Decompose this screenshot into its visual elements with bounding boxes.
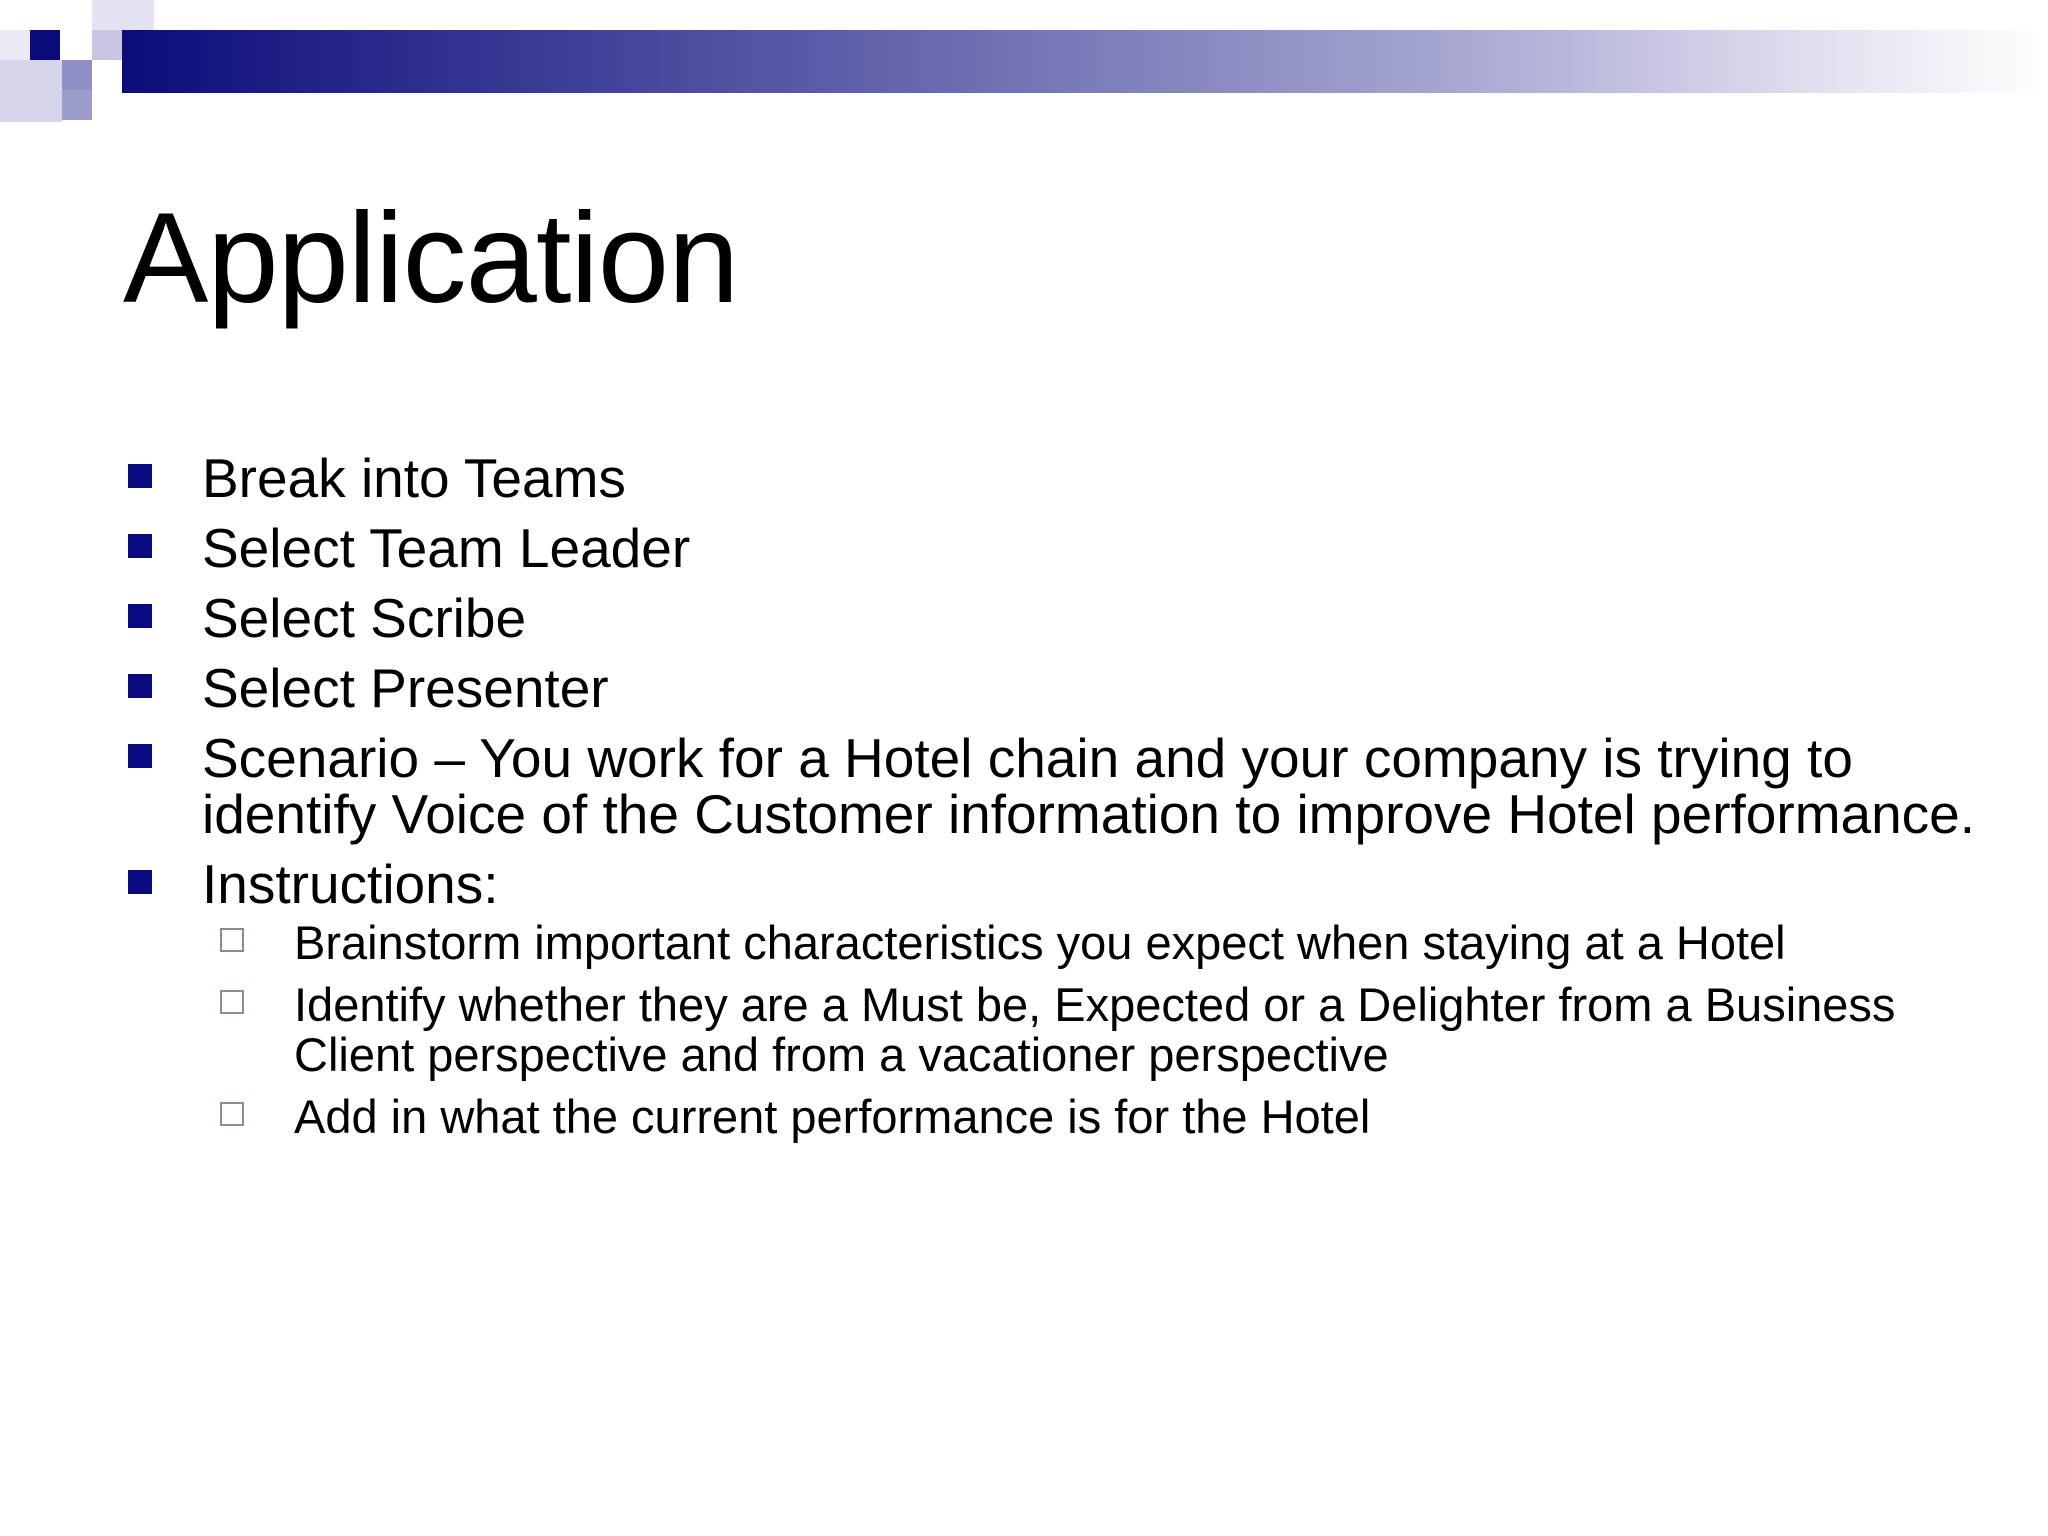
- sub-bullet-text: Add in what the current performance is for the Hotel: [294, 1090, 1371, 1143]
- decor-square: [30, 30, 60, 60]
- hollow-square-icon: [220, 990, 244, 1014]
- filled-square-icon: [128, 674, 152, 698]
- decor-square: [92, 30, 122, 60]
- bullet-item: [0, 447, 2048, 509]
- filled-square-icon: [128, 604, 152, 628]
- filled-square-icon: [128, 744, 152, 768]
- filled-square-icon: [128, 870, 152, 894]
- decor-square: [0, 60, 62, 122]
- bullet-item: [0, 727, 2048, 845]
- sub-bullet-text: Brainstorm important characteristics you expect when staying at a Hotel: [294, 916, 1786, 969]
- bullet-item: [0, 657, 2048, 719]
- bullet-item: [0, 853, 2048, 1143]
- header-gradient-band: [122, 30, 2048, 93]
- decor-square: [62, 60, 92, 90]
- decor-square: [62, 90, 92, 120]
- bullet-text: Break into Teams: [202, 447, 626, 509]
- bullet-item: [0, 587, 2048, 649]
- filled-square-icon: [128, 464, 152, 488]
- sub-bullet-item: [116, 980, 1988, 1080]
- sub-bullet-list: [202, 918, 1988, 1142]
- bullet-text: Scenario – You work for a Hotel chain and your company is trying to identify Voice of the Customer information to improve Hotel performance.: [202, 727, 1976, 845]
- hollow-square-icon: [220, 928, 244, 952]
- slide-title: Application: [123, 187, 739, 330]
- hollow-square-icon: [220, 1102, 244, 1126]
- bullet-text: Select Presenter: [202, 657, 609, 719]
- bullet-text: Select Team Leader: [202, 517, 691, 579]
- sub-bullet-item: [116, 1092, 1988, 1142]
- bullet-text: Instructions:: [202, 853, 499, 915]
- bullet-item: [0, 517, 2048, 579]
- bullet-list: [0, 447, 2048, 1156]
- filled-square-icon: [128, 534, 152, 558]
- decor-square: [0, 30, 30, 60]
- sub-bullet-item: [116, 918, 1988, 968]
- decor-square: [92, 0, 154, 30]
- bullet-text: Select Scribe: [202, 587, 527, 649]
- sub-bullet-text: Identify whether they are a Must be, Expected or a Delighter from a Business Client perspective and from a vacationer perspective: [294, 978, 1896, 1081]
